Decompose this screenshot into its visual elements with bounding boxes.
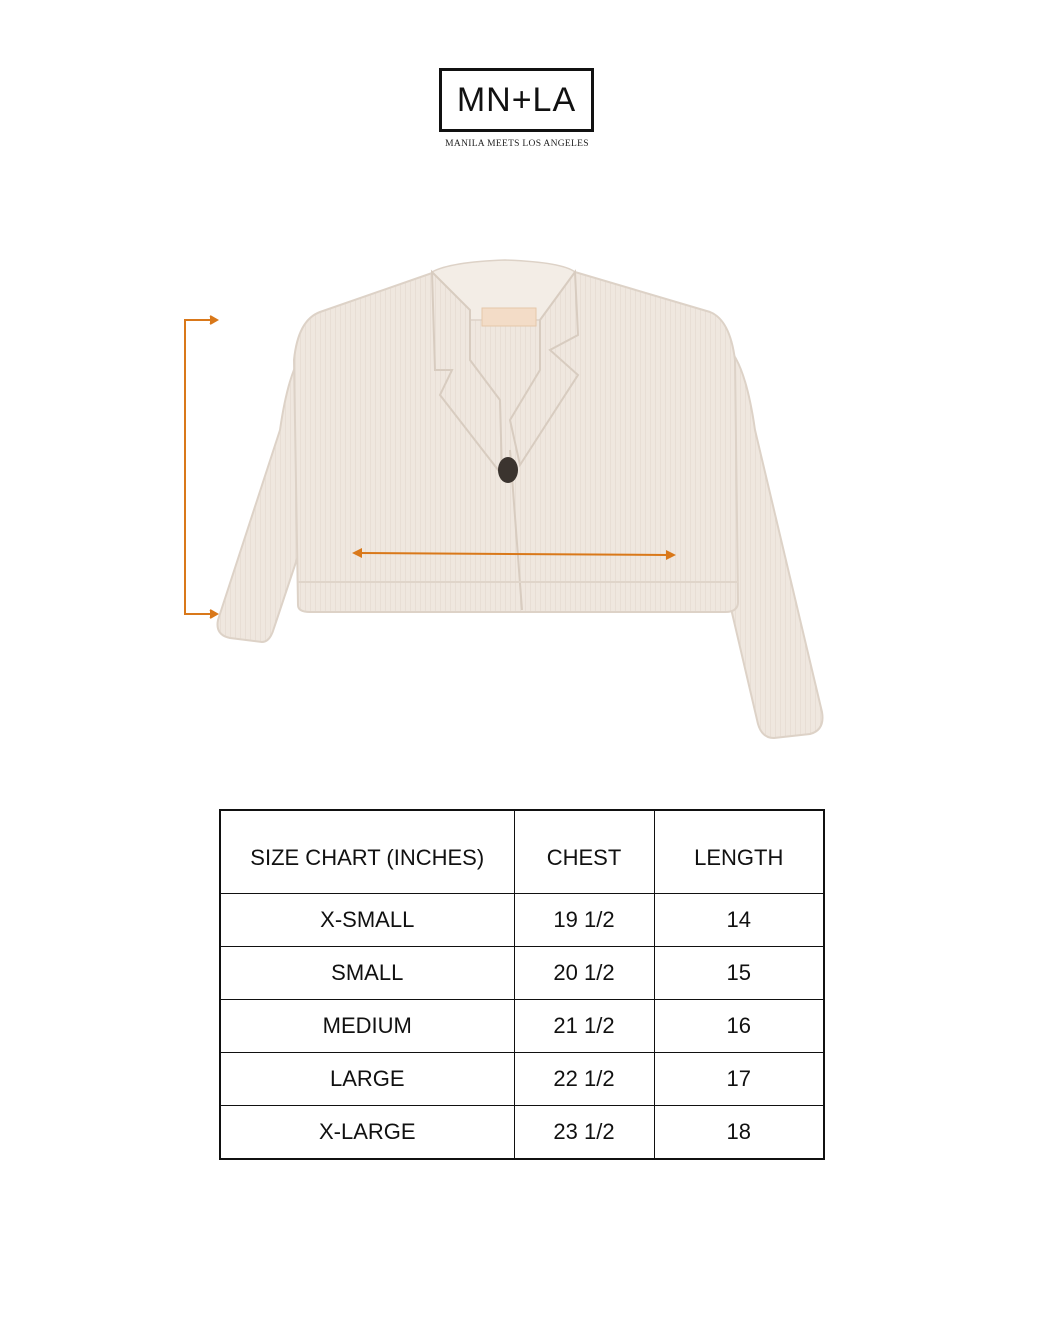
length-cell: 16: [654, 1000, 824, 1053]
chest-cell: 22 1/2: [514, 1053, 654, 1106]
header-chest: CHEST: [514, 810, 654, 894]
table-row: [220, 947, 824, 1000]
header-length: LENGTH: [654, 810, 824, 894]
size-cell: MEDIUM: [220, 1000, 514, 1053]
jacket-icon: [218, 260, 823, 738]
chest-cell: 23 1/2: [514, 1106, 654, 1160]
size-cell: X-SMALL: [220, 894, 514, 947]
chest-cell: 21 1/2: [514, 1000, 654, 1053]
chest-cell: 20 1/2: [514, 947, 654, 1000]
label-tag-icon: [482, 308, 536, 326]
length-cell: 18: [654, 1106, 824, 1160]
table-row: [220, 894, 824, 947]
button-icon: [498, 457, 518, 483]
brand-tagline: MANILA MEETS LOS ANGELES: [445, 139, 589, 149]
size-cell: SMALL: [220, 947, 514, 1000]
header-size: SIZE CHART (INCHES): [220, 810, 514, 894]
length-cell: 17: [654, 1053, 824, 1106]
chest-cell: 19 1/2: [514, 894, 654, 947]
logo-text: MN+LA: [456, 80, 577, 119]
length-cell: 14: [654, 894, 824, 947]
length-arrow-icon: [185, 316, 217, 618]
table-row: [220, 1053, 824, 1106]
table-row: [220, 1106, 824, 1160]
brand-logo: [439, 68, 594, 132]
table-header-row: [220, 810, 824, 894]
size-chart-table: [219, 809, 825, 1160]
size-cell: LARGE: [220, 1053, 514, 1106]
product-illustration: [170, 250, 870, 750]
table-row: [220, 1000, 824, 1053]
size-cell: X-LARGE: [220, 1106, 514, 1160]
length-cell: 15: [654, 947, 824, 1000]
